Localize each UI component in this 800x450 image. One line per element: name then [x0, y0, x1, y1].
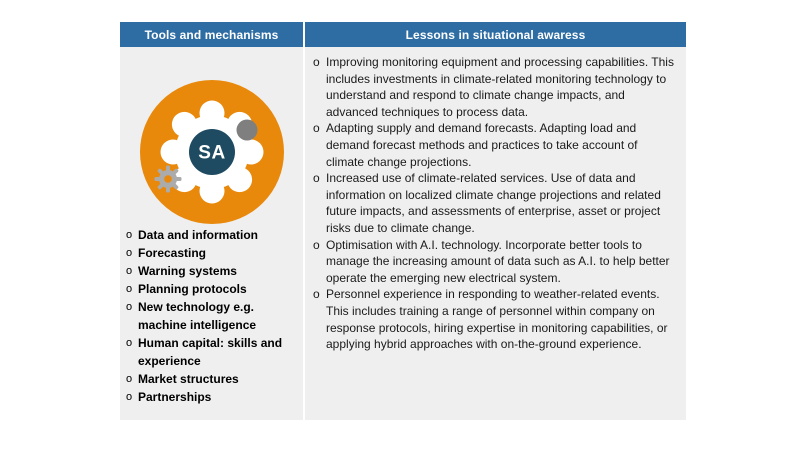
tools-list: [126, 226, 297, 406]
tools-item-label: Partnerships: [138, 390, 212, 404]
lessons-list-item: [313, 170, 674, 236]
lessons-list-item: [313, 237, 674, 287]
header-lessons-situational-awareness: Lessons in situational awaress: [305, 22, 686, 47]
lessons-cell: [305, 47, 686, 420]
sa-badge-svg: [138, 78, 286, 226]
bullet-marker: o: [126, 391, 133, 403]
tools-item-label: New technology e.g. machine intelligence: [138, 300, 257, 332]
bullet-marker: o: [126, 301, 133, 313]
tools-item-label: Data and information: [138, 228, 259, 242]
tools-list-item: [126, 370, 297, 388]
lesson-text: Increased use of climate-related services. Use of data and information on localized climate change projections and related future impacts, and assessments of enterprise, asset or project risks due to climate change.: [326, 171, 661, 235]
bullet-marker: o: [313, 171, 320, 186]
tools-list-item: [126, 334, 297, 370]
tools-list-item: [126, 226, 297, 244]
lesson-text: Optimisation with A.I. technology. Incorporate better tools to manage the increasing amount of data such as A.I. to help better operate the emerging new electrical system.: [326, 237, 670, 285]
tools-list-item: [126, 388, 297, 406]
tools-list-item: [126, 280, 297, 298]
gray-dot-icon: [236, 120, 257, 141]
tools-item-label: Human capital: skills and experience: [138, 336, 283, 368]
lessons-list-item: [313, 120, 674, 170]
lesson-text: Personnel experience in responding to weather-related events. This includes training a range of personnel within company on response protocols, hiring expertise in monitoring capabilities, or applying hybrid approaches with on-the-ground experience.: [326, 287, 668, 352]
bullet-marker: o: [313, 55, 320, 69]
bullet-marker: o: [313, 237, 320, 252]
lessons-list-item: [313, 286, 674, 352]
lesson-text: Improving monitoring equipment and processing capabilities. This includes investments in climate-related monitoring technology to understand and respond to climate change impacts, and advanced techniques to process data.: [326, 55, 674, 119]
situational-awareness-gear-icon: [138, 78, 286, 226]
table-body-row: [120, 47, 686, 420]
small-gear-icon: [154, 166, 181, 193]
bullet-marker: o: [126, 283, 133, 295]
bullet-marker: o: [126, 337, 133, 349]
tools-list-item: [126, 262, 297, 280]
two-column-table: [120, 22, 686, 420]
sa-label: SA: [197, 142, 226, 164]
lessons-list-item: [313, 54, 674, 120]
lessons-list: [313, 54, 674, 353]
tools-list-item: [126, 298, 297, 334]
bullet-marker: o: [126, 229, 133, 241]
tools-item-label: Forecasting: [138, 246, 207, 260]
bullet-marker: o: [313, 287, 320, 302]
lesson-text: Adapting supply and demand forecasts. Adapting load and demand forecast methods and practices to take account of climate change projections.: [326, 121, 638, 169]
header-tools-and-mechanisms: Tools and mechanisms: [120, 22, 305, 47]
tools-item-label: Warning systems: [138, 264, 237, 278]
tools-cell: [120, 47, 305, 420]
bullet-marker: o: [126, 373, 133, 385]
tools-list-item: [126, 244, 297, 262]
table-header-row: [120, 22, 686, 47]
bullet-marker: o: [126, 265, 133, 277]
bullet-marker: o: [126, 247, 133, 259]
tools-item-label: Planning protocols: [138, 282, 247, 296]
bullet-marker: o: [313, 121, 320, 136]
tools-item-label: Market structures: [138, 372, 239, 386]
